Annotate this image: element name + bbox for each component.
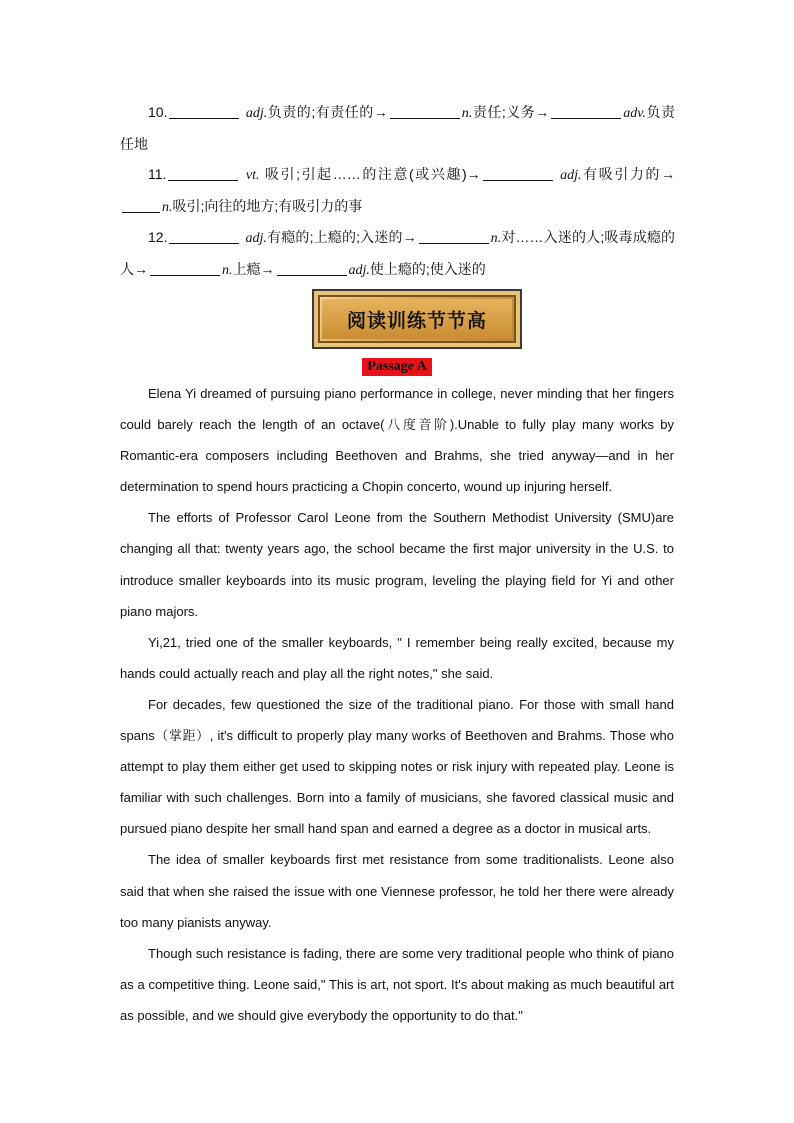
section-banner — [312, 289, 522, 349]
paragraph-1: Elena Yi dreamed of pursuing piano performance in college, never minding that her fingers could barely reach the length of an octave(八度音阶).Unable to fully play many works by Romantic-era composers including Beethoven and Brahms, she tried anyway—and in her determination to spend hours practicing a Chopin concerto, wound up injuring herself. — [120, 386, 674, 495]
passage-label: Passage A — [362, 358, 432, 376]
answer-blank[interactable] — [277, 261, 347, 276]
passage-body — [120, 378, 674, 1031]
answer-blank[interactable] — [390, 104, 460, 119]
meaning-text: 有吸引力的→ — [581, 166, 676, 182]
part-of-speech: n. — [222, 263, 233, 278]
answer-blank[interactable] — [169, 229, 239, 244]
vocab-item-11 — [120, 159, 675, 223]
answer-blank[interactable] — [169, 104, 239, 119]
item-number: 12. — [148, 229, 168, 245]
paragraph-4: For decades, few questioned the size of the traditional piano. For those with small hand spans（掌距）, it's difficult to properly play many works of Beethoven and Brahms. Those who attempt to play them either get used to skipping notes or risk injury with repeated play. Leone is familiar with such challenges. Born into a family of musicians, she favored classical music and pursued piano despite her small hand span and earned a degree as a doctor in musical arts. — [120, 696, 674, 837]
meaning-text: 对……入迷的人;吸毒成瘾的人→ — [120, 229, 676, 277]
answer-blank[interactable] — [122, 198, 160, 213]
answer-blank[interactable] — [150, 261, 220, 276]
banner-title: 阅读训练节节高 — [346, 309, 487, 332]
answer-blank[interactable] — [419, 229, 489, 244]
part-of-speech: n. — [461, 106, 473, 121]
paragraph-2: The efforts of Professor Carol Leone from the Southern Methodist University (SMU)are changing all that: twenty years ago, the school became the first major university in the U.S. to introduce smaller keyboards into its music program, leveling the playing field for Yi and other piano majors. — [120, 510, 674, 619]
answer-blank[interactable] — [483, 166, 553, 181]
part-of-speech: adj. — [245, 106, 268, 121]
item-number: 11. — [148, 166, 167, 182]
meaning-text: 责任;义务→ — [472, 104, 550, 120]
part-of-speech: adj. — [245, 231, 267, 246]
meaning-text: 吸引;引起……的注意(或兴趣)→ — [259, 166, 481, 182]
part-of-speech: adv. — [623, 106, 646, 121]
item-number: 10. — [148, 104, 168, 120]
vocab-item-10 — [120, 97, 675, 160]
meaning-text: 吸引;向往的地方;有吸引力的事 — [172, 198, 363, 214]
meaning-text: 负责的;有责任的→ — [267, 104, 388, 120]
part-of-speech: adj. — [560, 168, 582, 183]
vocab-item-12 — [120, 222, 675, 286]
answer-blank[interactable] — [168, 166, 238, 181]
meaning-text: 负责任地 — [120, 104, 675, 152]
paragraph-5: The idea of smaller keyboards first met resistance from some traditionalists. Leone also said that when she raised the issue with one Viennese professor, he told her there were already too many pianists anyway. — [120, 852, 674, 930]
part-of-speech: vt. — [245, 168, 260, 183]
paragraph-3: Yi,21, tried one of the smaller keyboards, " I remember being really excited, because my hands could actually reach and play all the right notes," she said. — [120, 634, 674, 681]
part-of-speech: adj. — [348, 263, 370, 278]
answer-blank[interactable] — [551, 104, 621, 119]
meaning-text: 使上瘾的;使入迷的 — [369, 261, 486, 277]
banner-plate — [322, 299, 512, 339]
part-of-speech: n. — [490, 231, 502, 246]
paragraph-6: Though such resistance is fading, there are some very traditional people who think of piano as a competitive thing. Leone said," This is art, not sport. It's about making as much beautiful art as possible, and we should give everybody the opportunity to do that." — [120, 945, 674, 1023]
part-of-speech: n. — [162, 200, 173, 215]
meaning-text: 上瘾→ — [232, 261, 275, 277]
meaning-text: 有瘾的;上瘾的;入迷的→ — [266, 229, 417, 245]
